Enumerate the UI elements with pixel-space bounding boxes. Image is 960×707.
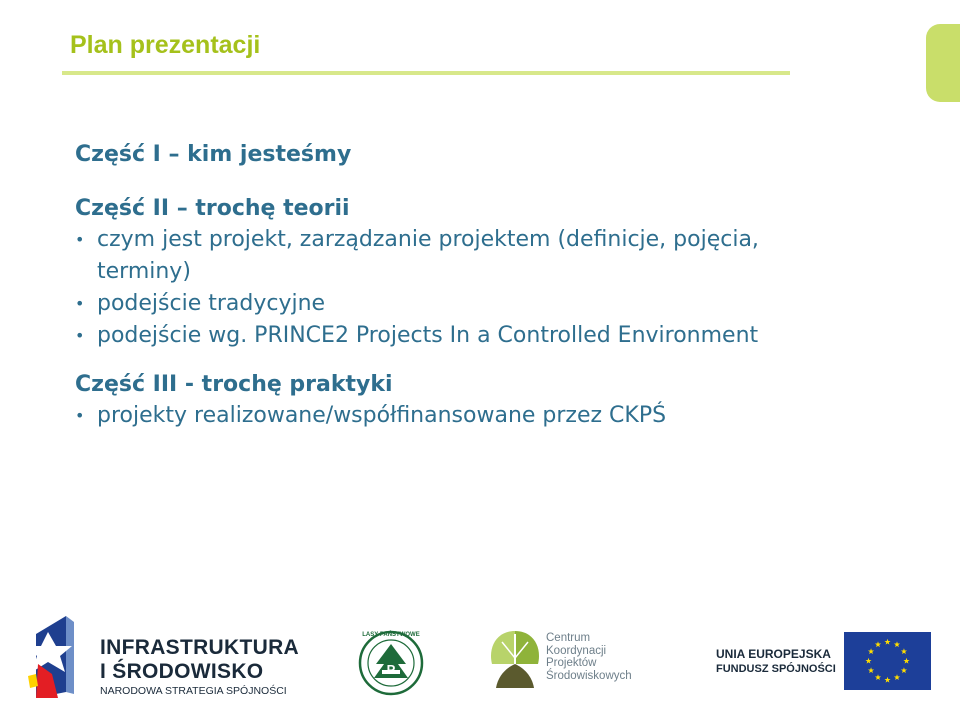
bullet-icon: • [75, 326, 85, 345]
bullet-list [75, 224, 835, 352]
lasy-panstwowe-text: LASY PAŃSTWOWE [362, 632, 420, 638]
section-part-3 [75, 370, 835, 432]
bullet-item [75, 320, 835, 352]
ckps-text-line: Koordynacji [546, 644, 607, 657]
bullet-icon: • [75, 230, 85, 249]
bullet-text: czym jest projekt, zarządzanie projektem (definicje, pojęcia, terminy) [97, 227, 759, 284]
section-heading: Część I – kim jesteśmy [75, 142, 352, 167]
bullet-icon: • [75, 406, 85, 425]
eu-text-line2: FUNDUSZ SPÓJNOŚCI [716, 663, 836, 675]
section-heading: Część II – trochę teorii [75, 196, 350, 221]
bullet-icon: • [75, 294, 85, 313]
eu-text-line1: UNIA EUROPEJSKA [716, 647, 831, 661]
section-heading: Część III - trochę praktyki [75, 372, 393, 397]
logo-text-line3: NARODOWA STRATEGIA SPÓJNOŚCI [100, 685, 287, 697]
lasy-panstwowe-emblem-icon [358, 630, 424, 696]
eu-logo [716, 630, 931, 692]
slide-content [75, 140, 835, 450]
lasy-panstwowe-logo [358, 630, 424, 696]
logo-text-line2: I ŚRODOWISKO [100, 660, 264, 683]
ckps-leaf-icon [486, 628, 544, 694]
bullet-item [75, 288, 835, 320]
infrastruktura-logo [26, 614, 306, 700]
ckps-logo [486, 628, 656, 694]
bullet-list [75, 400, 835, 432]
slide-title: Plan prezentacji [70, 31, 261, 59]
bullet-text: projekty realizowane/współfinansowane przez CKPŚ [97, 403, 667, 428]
logo-text-line1: INFRASTRUKTURA [100, 636, 300, 659]
eu-flag-icon [844, 632, 931, 690]
bullet-item [75, 224, 835, 288]
ckps-text-line: Centrum [546, 632, 591, 644]
ckps-text-line: Projektów [546, 657, 597, 669]
section-part-2 [75, 194, 835, 352]
bullet-text: podejście wg. PRINCE2 Projects In a Controlled Environment [97, 323, 759, 348]
infrastruktura-emblem-icon [26, 614, 96, 700]
section-part-1 [75, 140, 835, 170]
ckps-text [546, 632, 632, 682]
title-underline [62, 71, 790, 75]
corner-decoration [926, 24, 960, 102]
svg-text:P: P [386, 662, 396, 677]
bullet-item [75, 400, 835, 432]
ckps-text-line: Środowiskowych [546, 669, 632, 682]
bullet-text: podejście tradycyjne [97, 291, 326, 316]
